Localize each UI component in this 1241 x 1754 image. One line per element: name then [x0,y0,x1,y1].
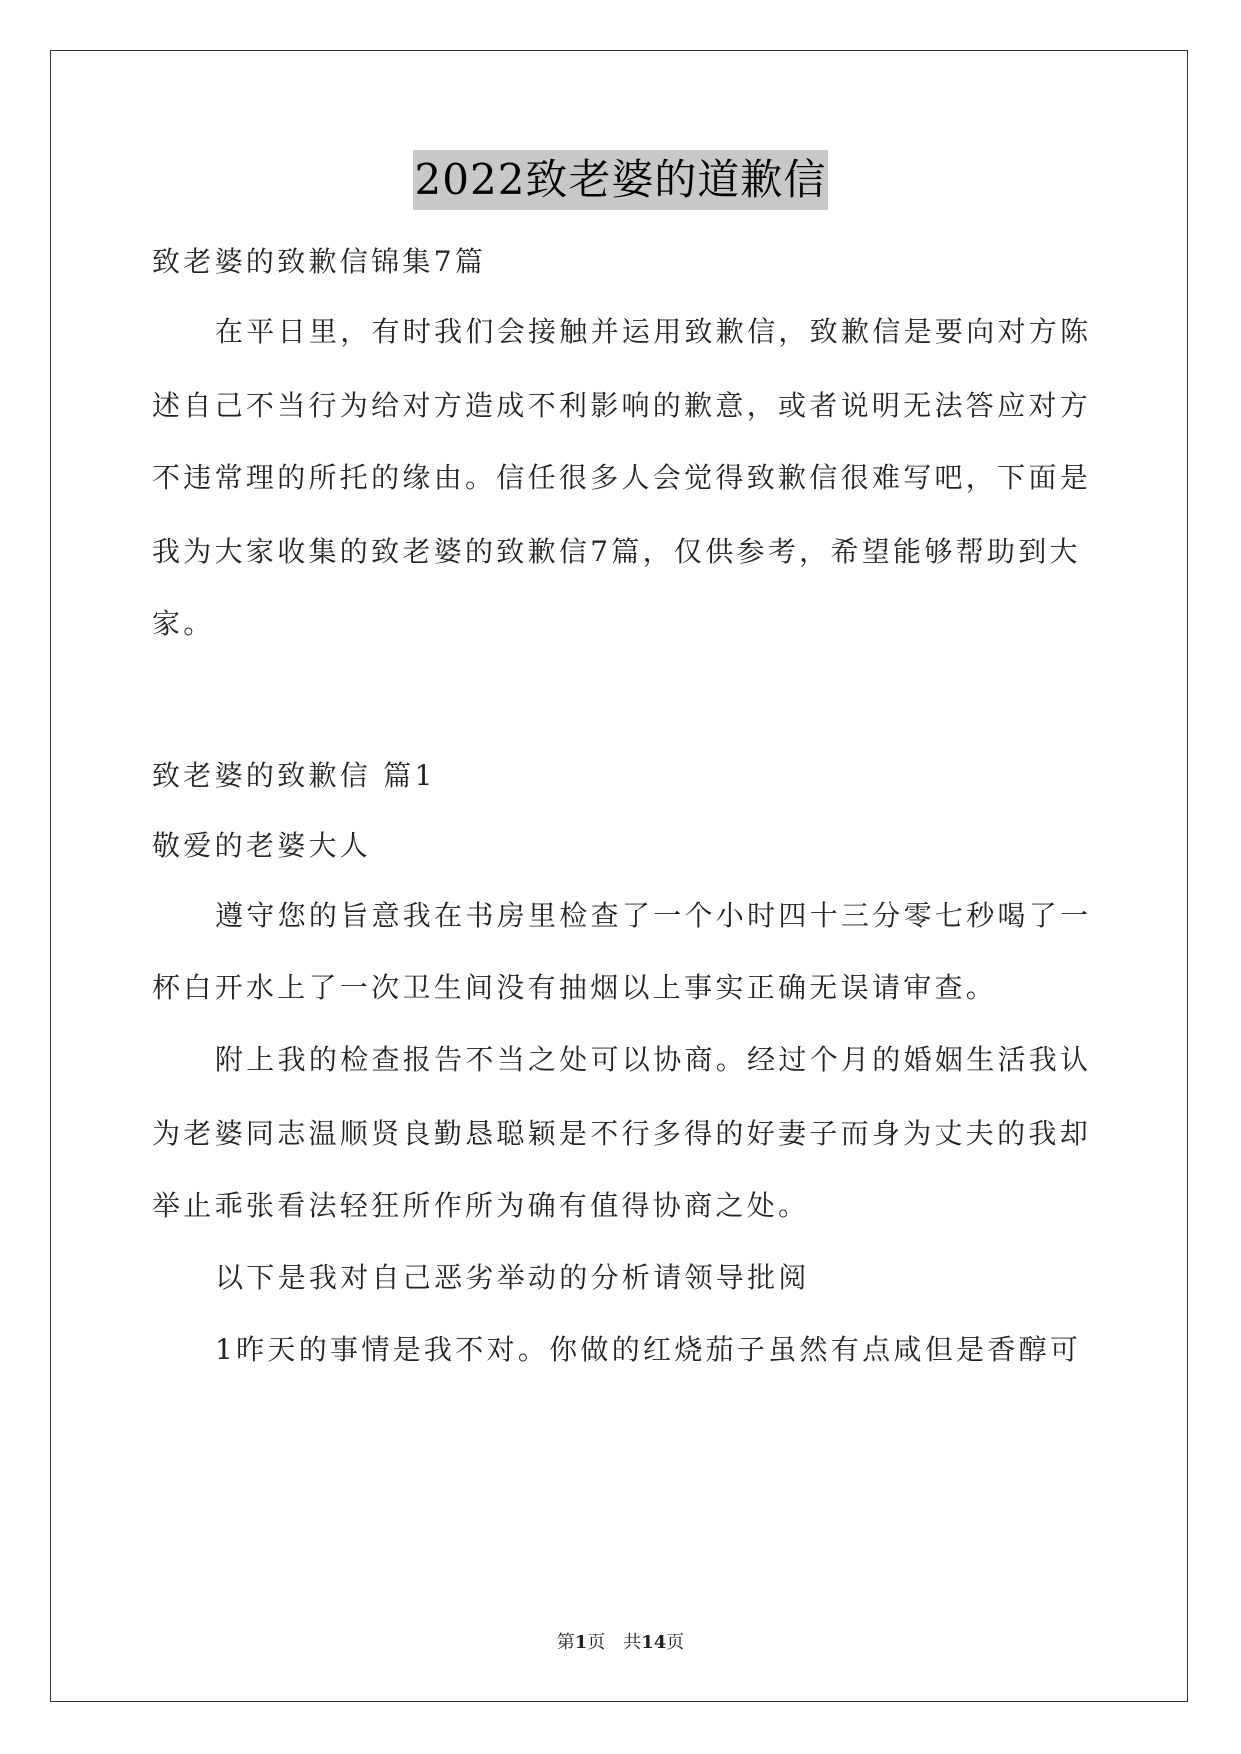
footer-suffix: 页 [666,1632,685,1653]
paragraph-line: 举止乖张看法轻狂所作所为确有值得协商之处。 [152,1189,810,1222]
paragraph-line: 在平日里，有时我们会接触并运用致歉信，致歉信是要向对方陈 [215,315,1092,348]
page-border [50,50,1188,1702]
title-container [0,150,1241,210]
document-title: 2022致老婆的道歉信 [413,150,829,210]
paragraph-line: 为老婆同志温顺贤良勤恳聪颖是不行多得的好妻子而身为丈夫的我却 [152,1117,1092,1150]
paragraph-line: 家。 [152,607,215,640]
paragraph-line: 杯白开水上了一次卫生间没有抽烟以上事实正确无误请审查。 [152,971,998,1004]
paragraph-line: 不违常理的所托的缘由。信任很多人会觉得致歉信很难写吧，下面是 [152,461,1092,494]
footer-mid: 页 共 [587,1632,642,1653]
paragraph-line: 1昨天的事情是我不对。你做的红烧茄子虽然有点咸但是香醇可 [215,1333,1082,1366]
paragraph-line: 附上我的检查报告不当之处可以协商。经过个月的婚姻生活我认 [215,1043,1092,1076]
footer-prefix: 第 [556,1632,575,1653]
paragraph-line: 以下是我对自己恶劣举动的分析请领导批阅 [215,1261,810,1294]
subtitle-line: 致老婆的致歉信锦集7篇 [152,245,487,278]
paragraph-line: 我为大家收集的致老婆的致歉信7篇，仅供参考，希望能够帮助到大 [152,535,1081,568]
salutation: 敬爱的老婆大人 [152,829,372,862]
section-heading: 致老婆的致歉信 篇1 [152,759,436,792]
paragraph-line: 述自己不当行为给对方造成不利影响的歉意，或者说明无法答应对方 [152,389,1092,422]
page-footer [0,1628,1241,1654]
paragraph-line: 遵守您的旨意我在书房里检查了一个小时四十三分零七秒喝了一 [215,899,1092,932]
footer-total-pages: 14 [641,1632,667,1653]
footer-current-page: 1 [574,1632,588,1653]
